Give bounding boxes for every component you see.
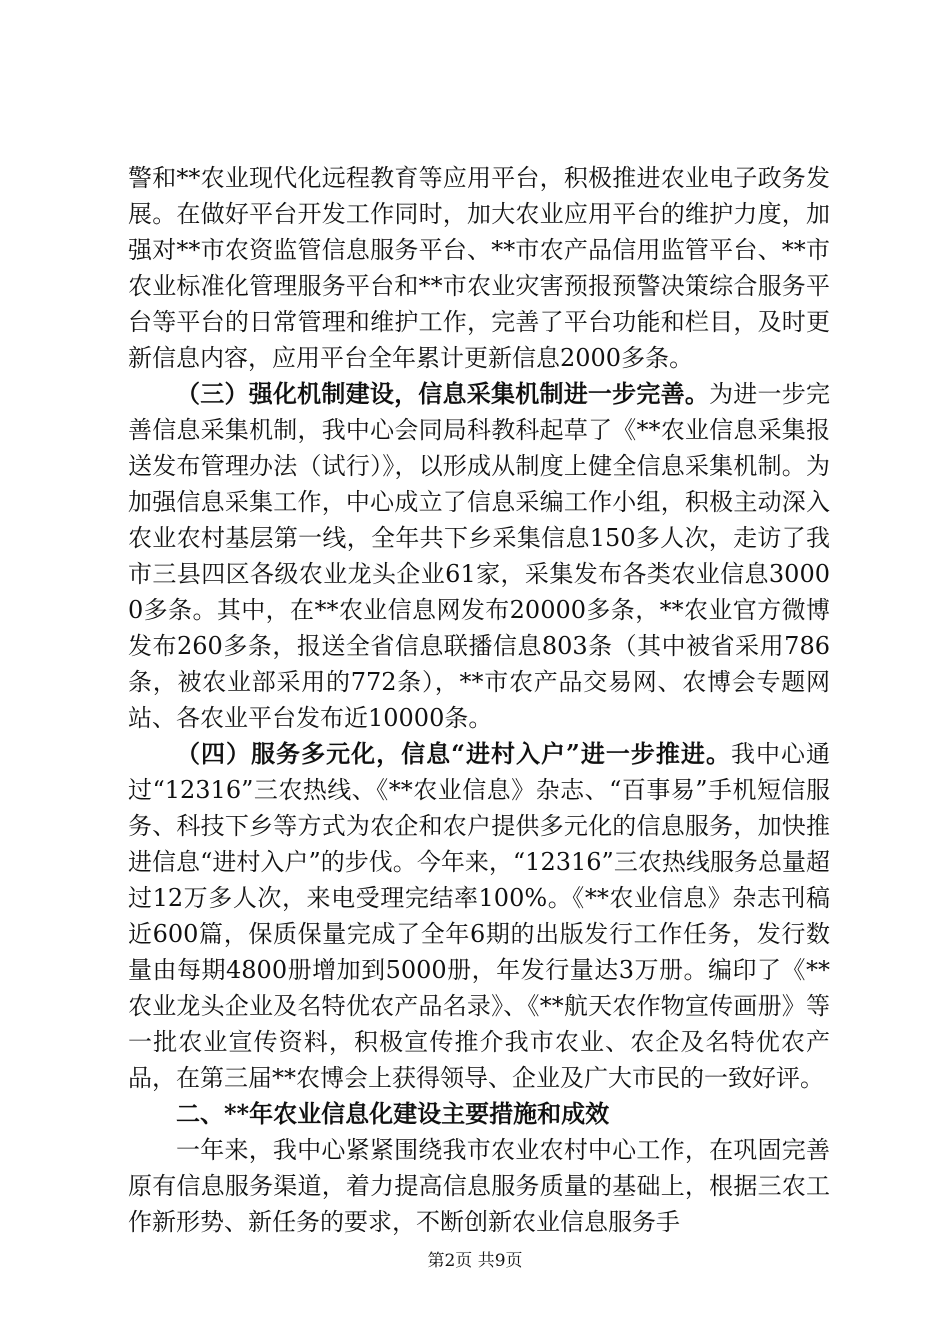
paragraph-text: 警和**农业现代化远程教育等应用平台，积极推进农业电子政务发展。在做好平台开发工作同时，加大农业应用平台的维护力度，加强对**市农资监管信息服务平台、**市农产品信用监管平台、**市农业标准化管理服务平台和**市农业灾害预报预警决策综合服务平台等平台的日常管理和维护工作，完善了平台功能和栏目，及时更新信息内容，应用平台全年累计更新信息2000多条。 bbox=[128, 164, 830, 372]
subsection-heading-3: （三）强化机制建设，信息采集机制进一步完善。 bbox=[176, 379, 710, 408]
document-body bbox=[128, 160, 830, 1240]
section-heading: 二、**年农业信息化建设主要措施和成效 bbox=[176, 1099, 610, 1128]
paragraph-text: 为进一步完善信息采集机制，我中心会同局科教科起草了《**农业信息采集报送发布管理办法（试行）》，以形成从制度上健全信息采集机制。为加强信息采集工作，中心成立了信息采编工作小组，积极主动深入农业农村基层第一线，全年共下乡采集信息150多人次，走访了我市三县四区各级农业龙头企业61家，采集发布各类农业信息30000多条。其中，在**农业信息网发布20000多条，**农业官方微博发布260多条，报送全省信息联播信息803条（其中被省采用786条，被农业部采用的772条），**市农产品交易网、农博会专题网站、各农业平台发布近10000条。 bbox=[128, 380, 831, 732]
page-number-footer: 第2页 共9页 bbox=[427, 1251, 523, 1271]
subsection-heading-4: （四）服务多元化，信息“进村入户”进一步推进。 bbox=[176, 739, 731, 768]
paragraph-text: 一年来，我中心紧紧围绕我市农业农村中心工作，在巩固完善原有信息服务渠道，着力提高信息服务质量的基础上，根据三农工作新形势、新任务的要求，不断创新农业信息服务手 bbox=[128, 1136, 830, 1236]
paragraph-service-diversification bbox=[128, 736, 830, 1096]
paragraph-text: 我中心通过“12316”三农热线、《**农业信息》杂志、“百事易”手机短信服务、科技下乡等方式为农企和农户提供多元化的信息服务，加快推进信息“进村入户”的步伐。今年来，“12316”三农热线服务总量超过12万多人次，来电受理完结率100%。《**农业信息》杂志刊稿近600篇，保质保量完成了全年6期的出版发行工作任务，发行数量由每期4800册增加到5000册，年发行量达3万册。编印了《**农业龙头企业及名特优农产品名录》、《**航天农作物宣传画册》等一批农业宣传资料，积极宣传推介我市农业、农企及名特优农产品，在第三届**农博会上获得领导、企业及广大市民的一致好评。 bbox=[128, 740, 830, 1092]
paragraph-platform-maintenance bbox=[128, 160, 830, 376]
paragraph-summary bbox=[128, 1132, 830, 1240]
paragraph-info-collection bbox=[128, 376, 830, 736]
